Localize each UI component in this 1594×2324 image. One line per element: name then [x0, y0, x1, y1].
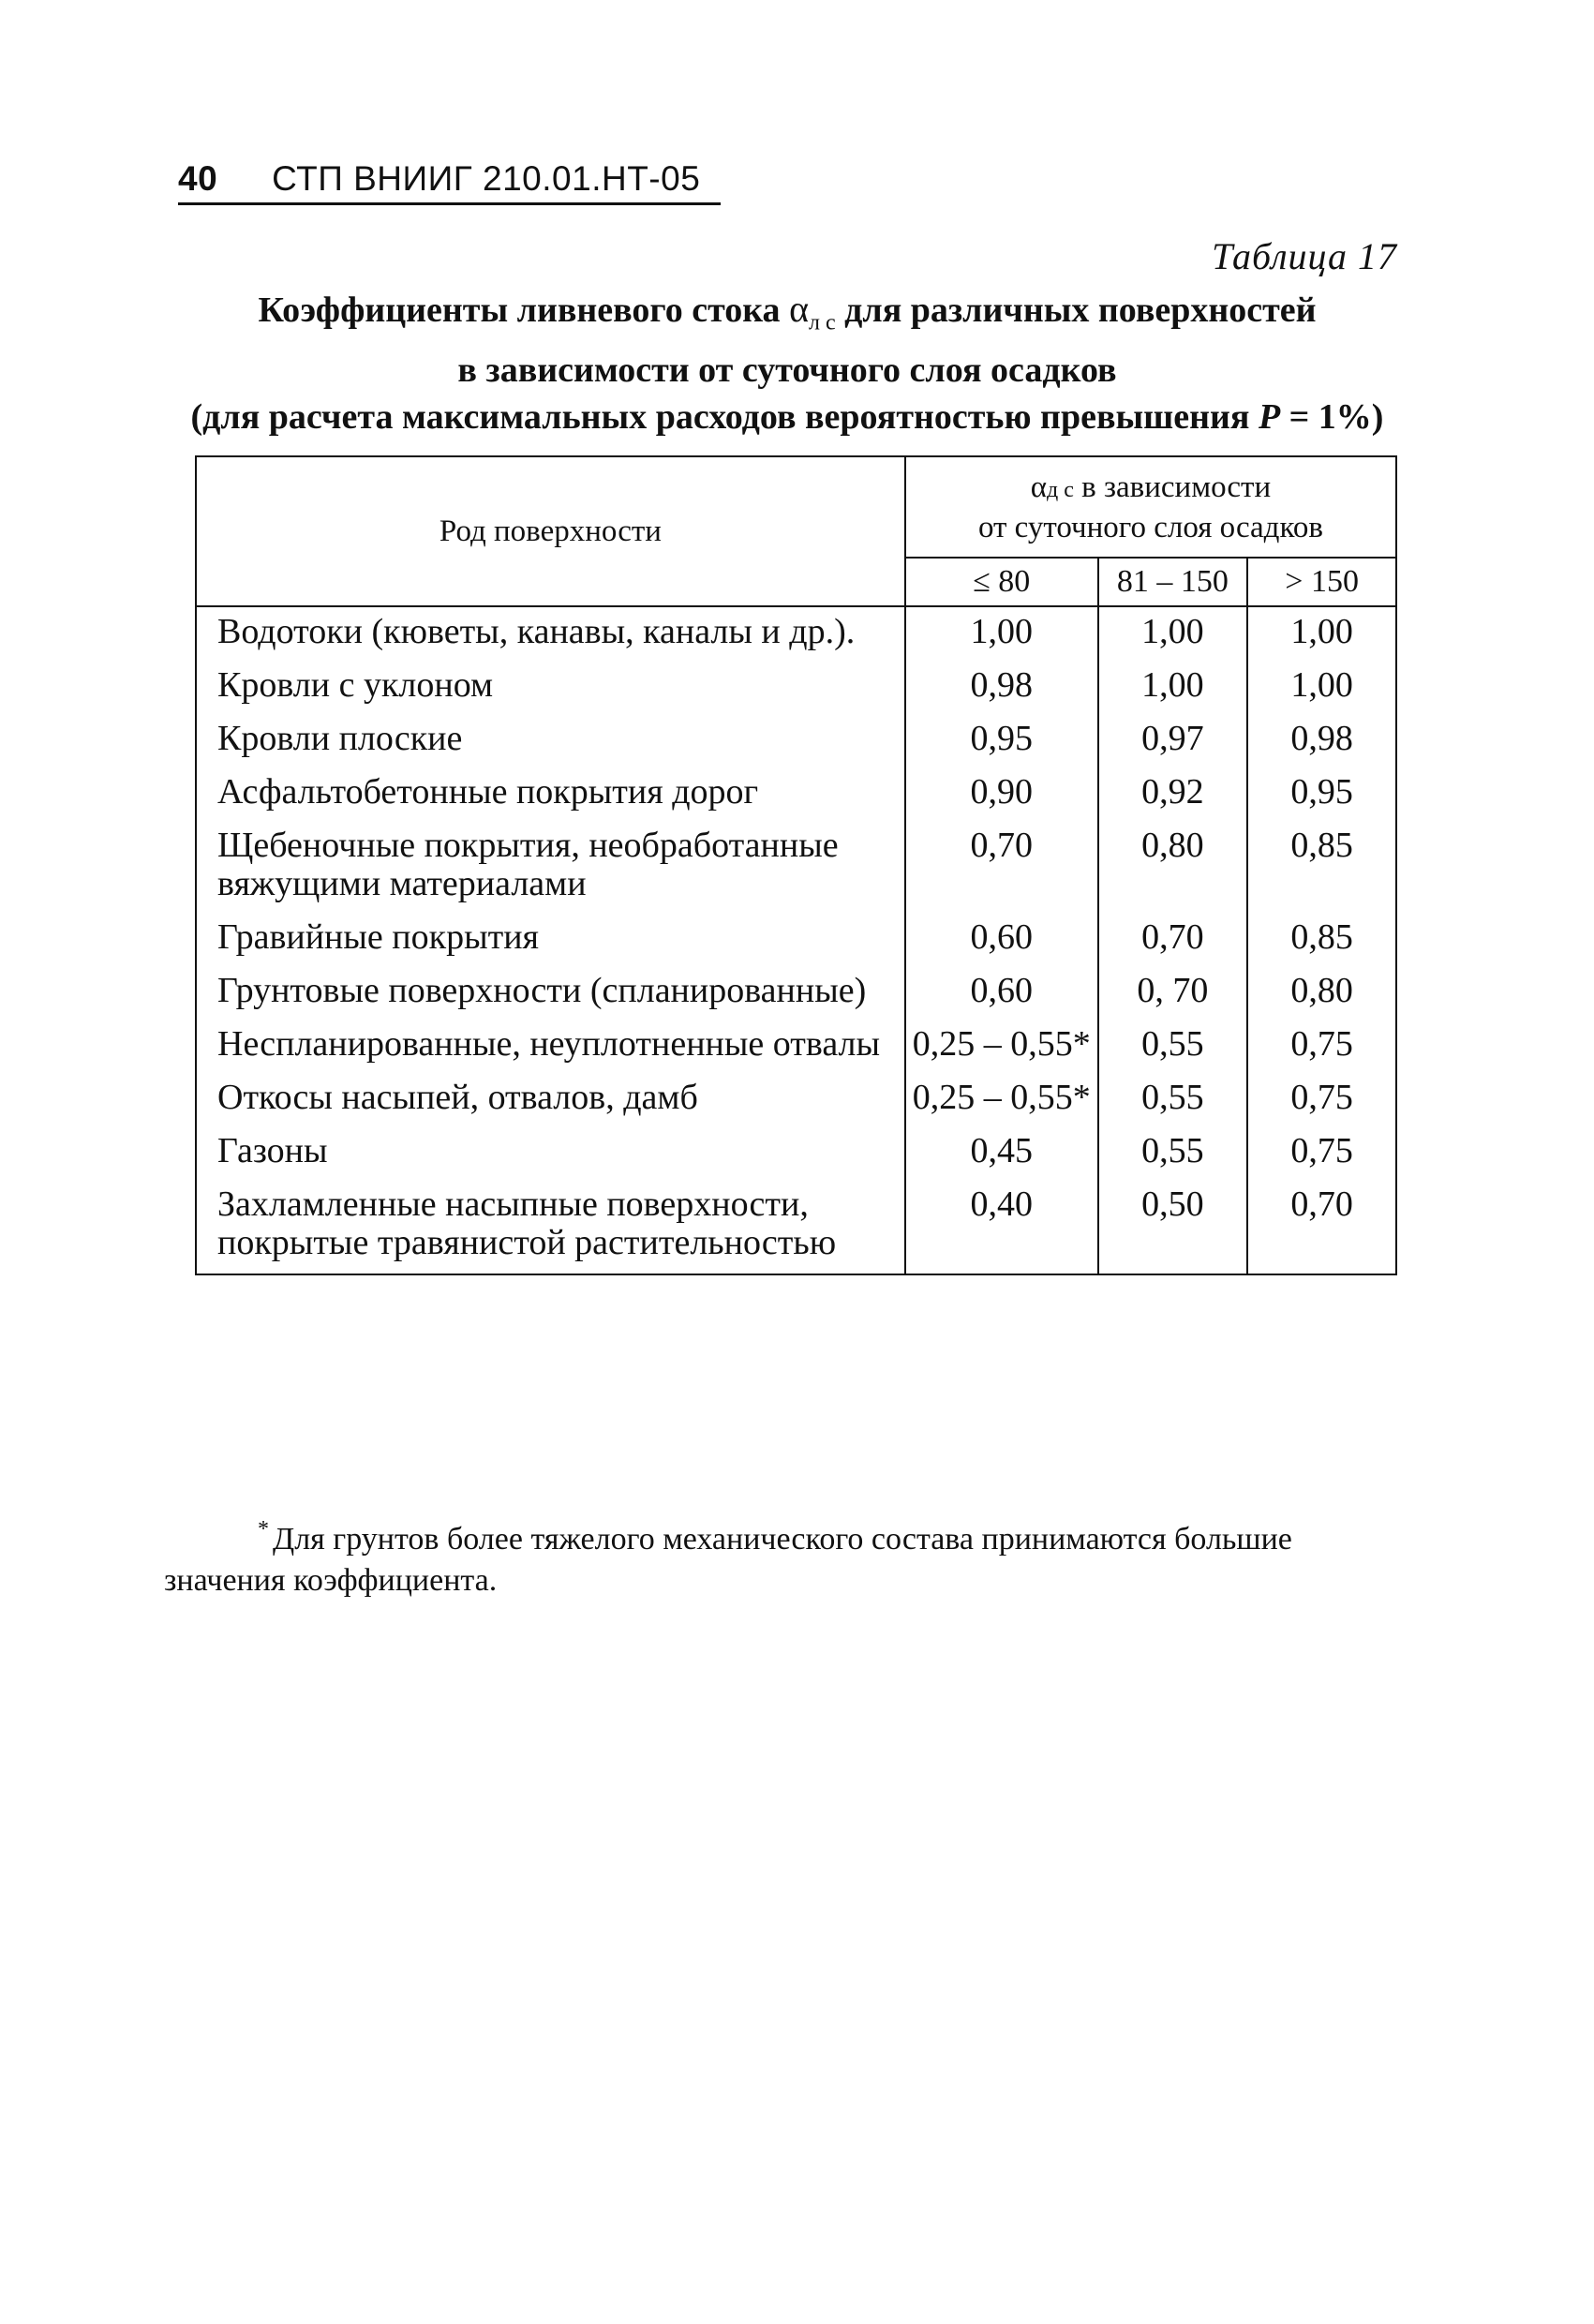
surface-name: Водотоки (кюветы, канавы, каналы и др.).	[196, 606, 905, 663]
table-row	[196, 1075, 1396, 1128]
table-row	[196, 663, 1396, 716]
value-81-150: 0,92	[1098, 769, 1248, 823]
alpha-subscript: л с	[809, 310, 836, 335]
value-81-150: 1,00	[1098, 606, 1248, 663]
surface-name: Захламленные насыпные поверхности, покрытые травянистой растительностью	[196, 1182, 905, 1274]
alpha-symbol: α	[789, 288, 810, 330]
table-row	[196, 1021, 1396, 1075]
value-81-150: 0,55	[1098, 1021, 1248, 1075]
surface-name: Асфальтобетонные покрытия дорог	[196, 769, 905, 823]
value-81-150: 0,97	[1098, 716, 1248, 769]
value-gt-150: 0,85	[1247, 823, 1396, 915]
column-header-81-150: 81 – 150	[1098, 558, 1248, 606]
value-81-150: 0, 70	[1098, 968, 1248, 1021]
value-81-150: 0,80	[1098, 823, 1248, 915]
surface-name: Откосы насыпей, отвалов, дамб	[196, 1075, 905, 1128]
value-le-80: 1,00	[905, 606, 1098, 663]
value-gt-150: 0,95	[1247, 769, 1396, 823]
column-header-gt-150: > 150	[1247, 558, 1396, 606]
value-gt-150: 0,70	[1247, 1182, 1396, 1274]
surface-name: Гравийные покрытия	[196, 915, 905, 968]
value-gt-150: 0,75	[1247, 1128, 1396, 1182]
runoff-coefficients-table	[195, 455, 1397, 1275]
table-row	[196, 823, 1396, 915]
table-row	[196, 606, 1396, 663]
value-81-150: 1,00	[1098, 663, 1248, 716]
surface-name: Газоны	[196, 1128, 905, 1182]
column-header-le-80: ≤ 80	[905, 558, 1098, 606]
surface-name: Кровли плоские	[196, 716, 905, 769]
value-81-150: 0,55	[1098, 1075, 1248, 1128]
value-le-80: 0,40	[905, 1182, 1098, 1274]
value-81-150: 0,50	[1098, 1182, 1248, 1274]
surface-name: Щебеночные покрытия, необработанные вяжущими материалами	[196, 823, 905, 915]
value-le-80: 0,98	[905, 663, 1098, 716]
value-le-80: 0,45	[905, 1128, 1098, 1182]
table-row	[196, 915, 1396, 968]
surface-name: Неспланированные, неуплотненные отвалы	[196, 1021, 905, 1075]
value-gt-150: 1,00	[1247, 606, 1396, 663]
value-le-80: 0,25 – 0,55*	[905, 1021, 1098, 1075]
surface-name: Грунтовые поверхности (спланированные)	[196, 968, 905, 1021]
value-gt-150: 0,85	[1247, 915, 1396, 968]
document-code: СТП ВНИИГ 210.01.НТ-05	[272, 159, 701, 198]
probability-variable: P	[1258, 396, 1281, 437]
footnote-mark: *	[258, 1517, 269, 1542]
caption-line-1: Коэффициенты ливневого стока $\alpha_{л с}$ для различных поверхностей	[258, 288, 1317, 335]
page-number: 40	[178, 159, 218, 198]
column-group-header: αд с в зависимости от суточного слоя осадков	[905, 456, 1396, 558]
value-le-80: 0,95	[905, 716, 1098, 769]
footnote	[164, 1509, 1420, 1601]
page-header	[178, 159, 721, 205]
value-le-80: 0,60	[905, 968, 1098, 1021]
footnote-text: Для грунтов более тяжелого механического состава принимаются большие значения коэффициента.	[164, 1522, 1292, 1598]
caption-line-3: (для расчета максимальных расходов вероятностью превышения P = 1%)	[190, 396, 1384, 437]
table-body	[196, 606, 1396, 1274]
value-gt-150: 1,00	[1247, 663, 1396, 716]
column-header-surface: Род поверхности	[196, 456, 905, 606]
table-row	[196, 769, 1396, 823]
table-row	[196, 1128, 1396, 1182]
value-le-80: 0,70	[905, 823, 1098, 915]
caption-line-2: в зависимости от суточного слоя осадков	[457, 350, 1117, 390]
table-row	[196, 968, 1396, 1021]
value-le-80: 0,25 – 0,55*	[905, 1075, 1098, 1128]
value-le-80: 0,60	[905, 915, 1098, 968]
table-row	[196, 1182, 1396, 1274]
value-81-150: 0,55	[1098, 1128, 1248, 1182]
value-gt-150: 0,98	[1247, 716, 1396, 769]
table-label: Таблица 17	[1212, 235, 1397, 277]
value-le-80: 0,90	[905, 769, 1098, 823]
value-gt-150: 0,80	[1247, 968, 1396, 1021]
value-81-150: 0,70	[1098, 915, 1248, 968]
value-gt-150: 0,75	[1247, 1021, 1396, 1075]
value-gt-150: 0,75	[1247, 1075, 1396, 1128]
table-caption	[159, 286, 1415, 440]
table-row	[196, 716, 1396, 769]
surface-name: Кровли с уклоном	[196, 663, 905, 716]
